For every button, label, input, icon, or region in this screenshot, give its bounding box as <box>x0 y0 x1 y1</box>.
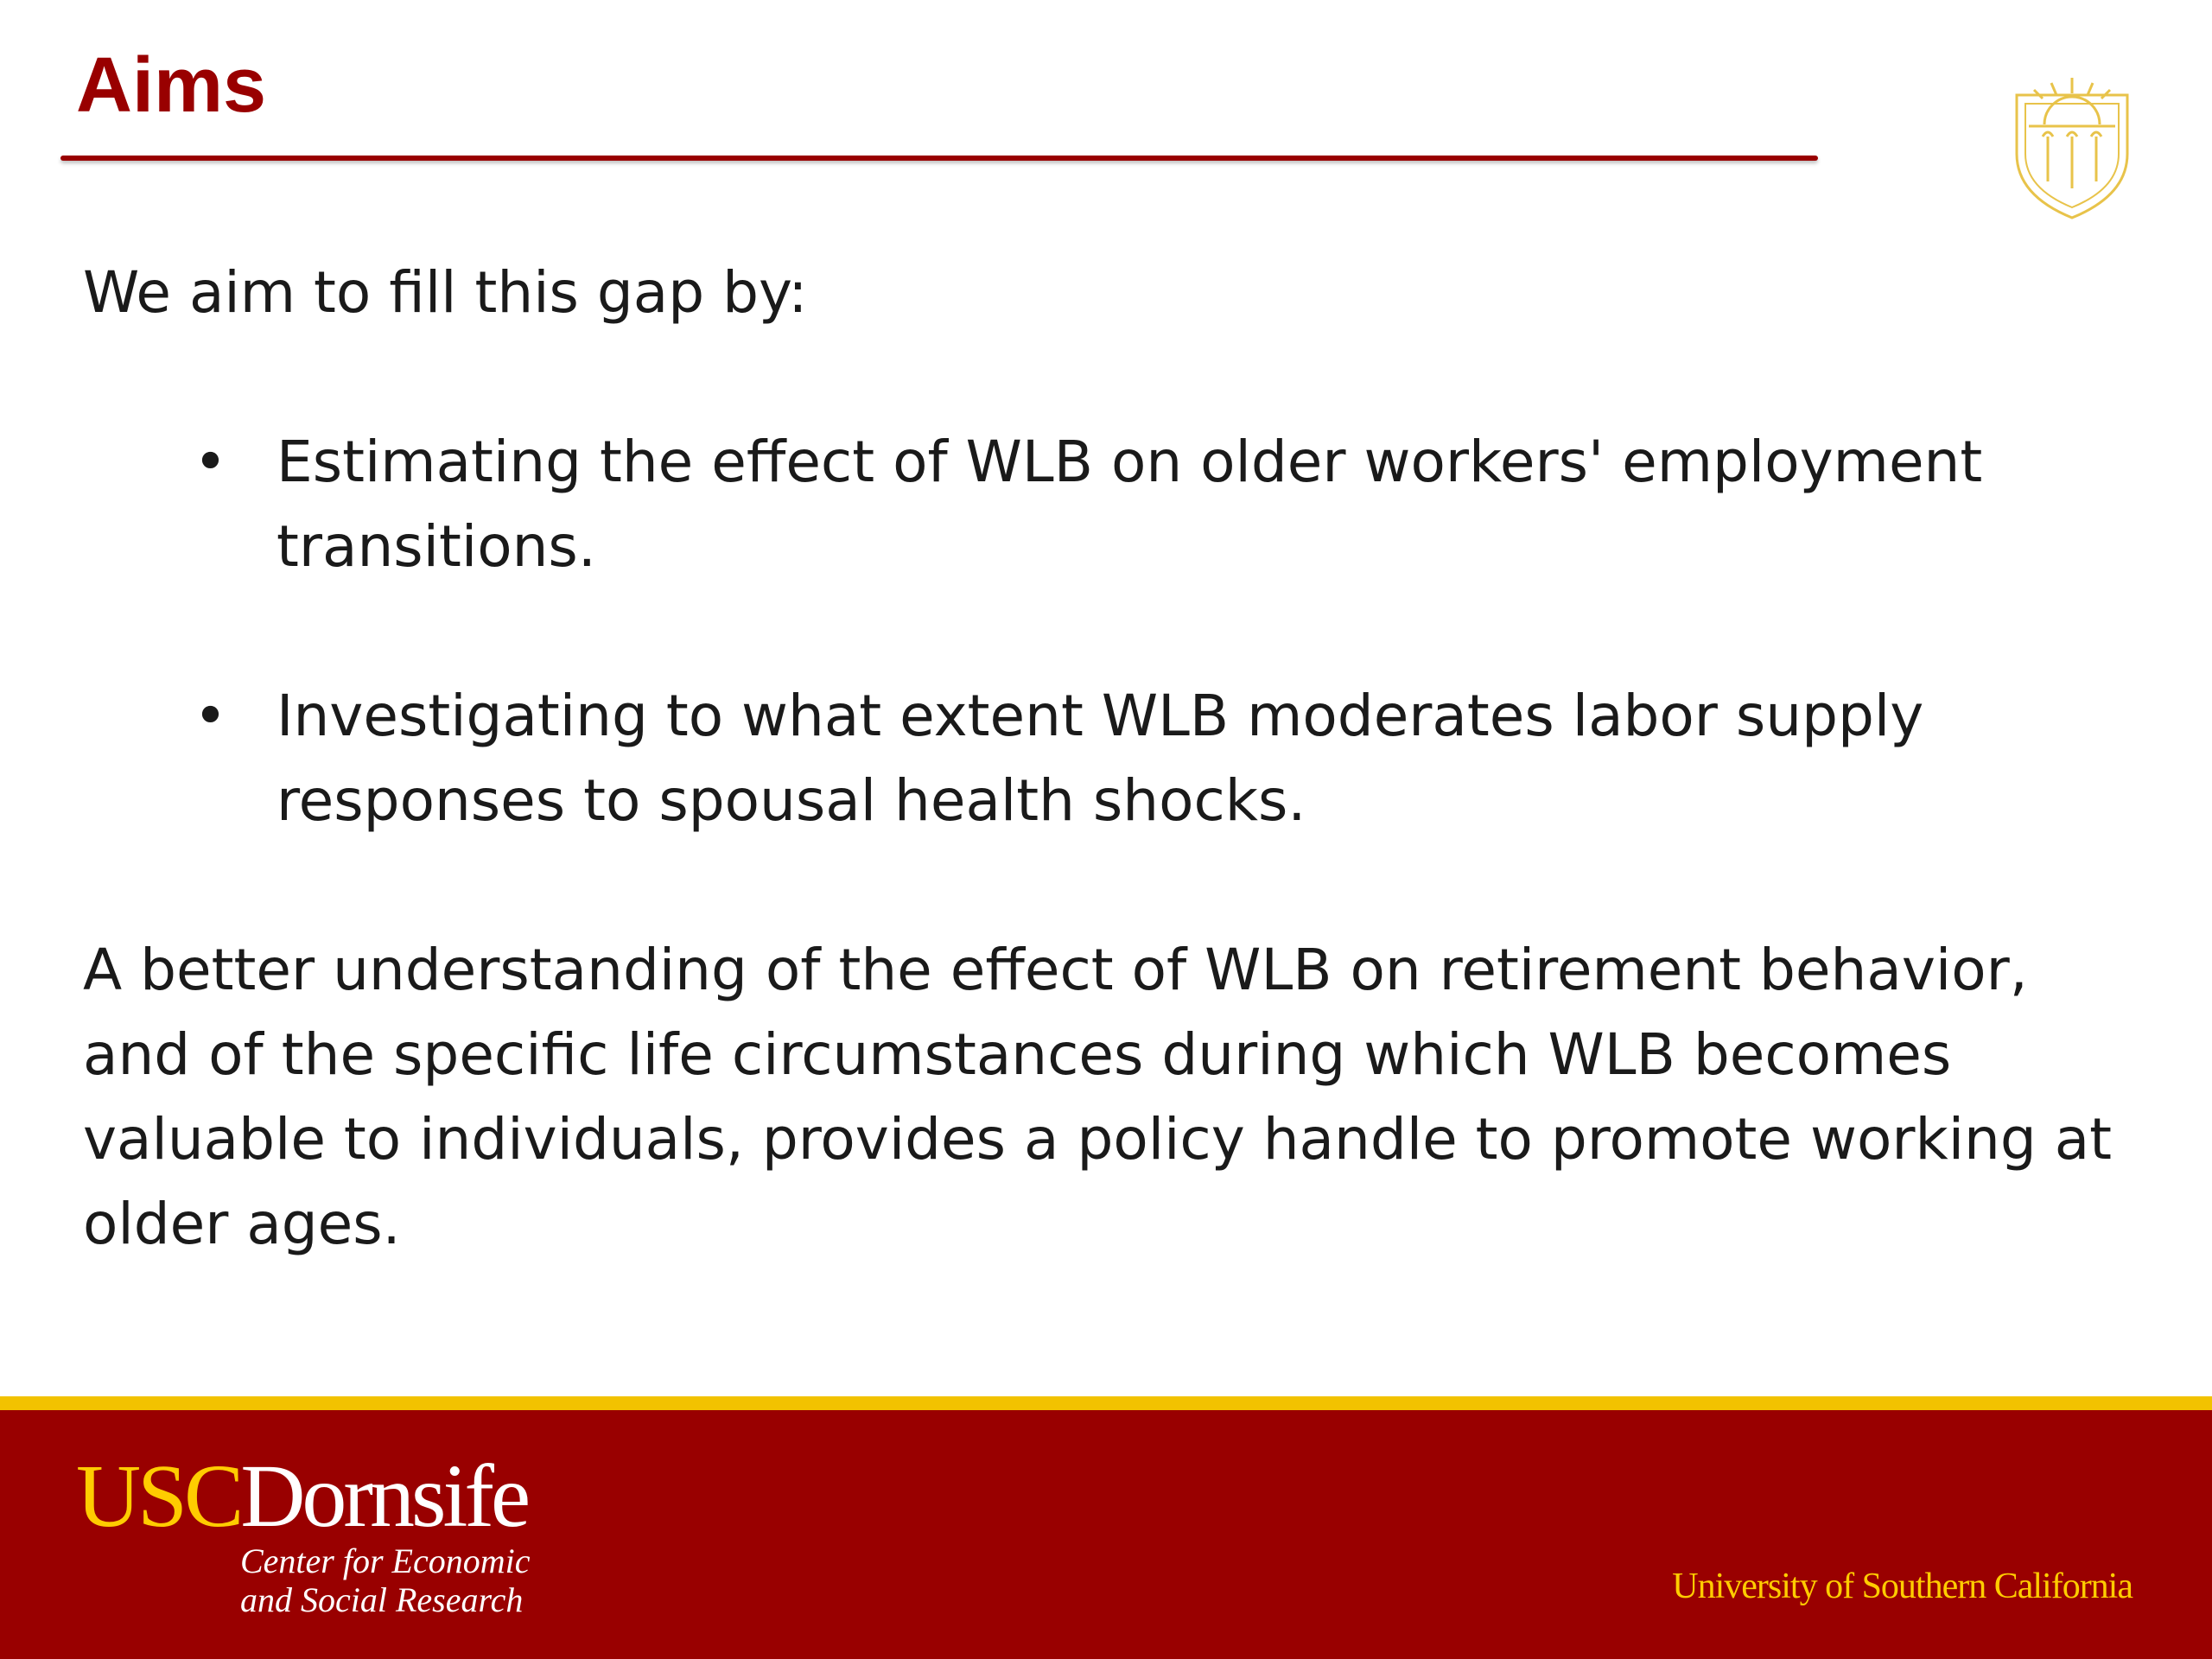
bullet-item <box>83 420 2139 589</box>
slide-title: Aims <box>76 42 267 129</box>
bullet-item <box>83 674 2139 843</box>
logo-usc-text: USC <box>76 1446 241 1546</box>
bullet-marker: • <box>194 429 227 495</box>
closing-paragraph: A better understanding of the effect of WLB on retirement behavior, and of the specific life circumstances during which WLB becomes valuable to individuals, provides a policy handle to promote working at older ages. <box>83 937 2113 1257</box>
university-name: University of Southern California <box>1672 1567 2133 1606</box>
footer-gold-stripe <box>0 1396 2212 1410</box>
center-name <box>240 1541 531 1619</box>
slide-body <box>83 251 2139 1267</box>
center-name-line1: Center for Economic <box>240 1541 531 1580</box>
title-divider <box>60 156 1818 161</box>
footer-bar <box>0 1410 2212 1659</box>
bullet-text: Investigating to what extent WLB moderates labor supply responses to spousal health shocks. <box>276 683 1924 834</box>
usc-seal-icon <box>2010 74 2134 221</box>
bullet-text: Estimating the effect of WLB on older workers' employment transitions. <box>276 429 1983 580</box>
bullet-list <box>83 420 2139 843</box>
bullet-marker: • <box>194 683 227 749</box>
intro-text: We aim to fill this gap by: <box>83 259 808 326</box>
center-name-line2: and Social Research <box>240 1580 524 1619</box>
usc-dornsife-logo <box>76 1446 528 1546</box>
logo-dornsife-text: Dornsife <box>240 1446 528 1546</box>
